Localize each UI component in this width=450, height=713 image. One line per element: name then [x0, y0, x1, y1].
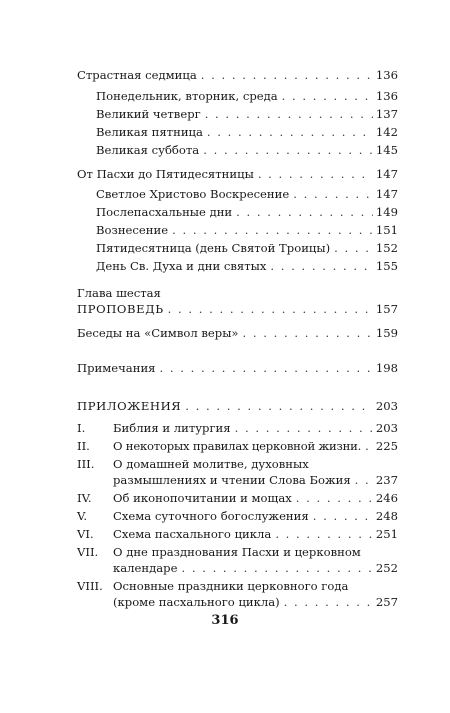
- toc-entry-friday: [96, 125, 398, 140]
- appendix-number: V.: [77, 509, 88, 523]
- entry-label-line1: О дне празднования Пасхи и церковном: [113, 545, 361, 559]
- entry-label: Великая пятница: [96, 125, 203, 139]
- toc-entry-pascha-pentecost: [77, 167, 398, 182]
- entry-label-line2: размышлениях и чтении Слова Божия: [113, 473, 351, 487]
- entry-label: Страстная седмица: [77, 68, 197, 82]
- toc-entry-sermon: [77, 302, 398, 317]
- leader-dots: [284, 595, 373, 610]
- entry-label: Схема суточного богослужения: [113, 509, 309, 523]
- entry-page: 159: [375, 326, 398, 340]
- entry-label-line2: (кроме пасхального цикла): [113, 595, 280, 609]
- entry-page: 149: [375, 205, 398, 219]
- entry-label: Об иконопочитании и мощах: [113, 491, 292, 505]
- entry-label: Вознесение: [96, 223, 169, 237]
- entry-page: 145: [375, 143, 398, 157]
- appendix-number: I.: [77, 421, 86, 435]
- appendix-item: [113, 421, 398, 436]
- leader-dots: [355, 473, 373, 488]
- entry-page: 198: [375, 361, 398, 375]
- leader-dots: [365, 439, 373, 454]
- leader-dots: [270, 259, 372, 274]
- entry-label: Библия и литургия: [113, 421, 231, 435]
- entry-page: 136: [375, 89, 398, 103]
- appendix-number: III.: [77, 457, 95, 471]
- leader-dots: [293, 187, 373, 202]
- entry-label: Примечания: [77, 361, 156, 375]
- leader-dots: [159, 361, 372, 376]
- appendix-number: VIII.: [77, 579, 103, 593]
- toc-entry-passion-week: [77, 68, 398, 83]
- chapter-heading: Глава шестая: [77, 286, 161, 300]
- leader-dots: [258, 167, 373, 182]
- leader-dots: [235, 421, 373, 436]
- entry-label-line1: О домашней молитве, духовных: [113, 457, 309, 471]
- appendix-item: [113, 509, 398, 524]
- leader-dots: [205, 107, 373, 122]
- leader-dots: [201, 68, 373, 83]
- entry-label: Пятидесятница (день Святой Троицы): [96, 241, 331, 255]
- entry-page: 248: [375, 509, 398, 523]
- appendix-item: [113, 491, 398, 506]
- leader-dots: [207, 125, 373, 140]
- page-number: 316: [211, 613, 239, 628]
- appendix-number: VII.: [77, 545, 99, 559]
- leader-dots: [185, 399, 373, 414]
- leader-dots: [168, 302, 373, 317]
- leader-dots: [172, 223, 373, 238]
- toc-entry-appendices: [77, 399, 398, 414]
- entry-page: 246: [375, 491, 398, 505]
- chapter-title: ПРОПОВЕДЬ: [77, 302, 164, 316]
- leader-dots: [334, 241, 373, 256]
- appendix-number: II.: [77, 439, 90, 453]
- entry-page: 152: [375, 241, 398, 255]
- toc-entry-thursday: [96, 107, 398, 122]
- toc-entry-mon-wed: [96, 89, 398, 104]
- leader-dots: [313, 509, 373, 524]
- entry-page: 136: [375, 68, 398, 82]
- appendix-title: ПРИЛОЖЕНИЯ: [77, 399, 182, 413]
- appendix-item: [113, 561, 398, 576]
- appendix-item: [113, 595, 398, 610]
- entry-page: 147: [375, 187, 398, 201]
- leader-dots: [243, 326, 373, 341]
- entry-label: Великий четверг: [96, 107, 201, 121]
- entry-label: От Пасхи до Пятидесятницы: [77, 167, 254, 181]
- entry-label-line1: Основные праздники церковного года: [113, 579, 349, 593]
- entry-label: Понедельник, вторник, среда: [96, 89, 278, 103]
- toc-entry-resurrection: [96, 187, 398, 202]
- toc-entry-post-pascha: [96, 205, 398, 220]
- entry-page: 155: [375, 259, 398, 273]
- entry-page: 251: [375, 527, 398, 541]
- toc-entry-notes: [77, 361, 398, 376]
- entry-label: О некоторых правилах церковной жизни.: [113, 439, 362, 453]
- entry-label: Светлое Христово Воскресение: [96, 187, 290, 201]
- entry-label: Схема пасхального цикла: [113, 527, 272, 541]
- toc-entry-ascension: [96, 223, 398, 238]
- toc-entry-saturday: [96, 143, 398, 158]
- entry-page: 203: [375, 421, 398, 435]
- entry-page: 257: [375, 595, 398, 609]
- entry-label: Беседы на «Символ веры»: [77, 326, 239, 340]
- entry-label: Послепасхальные дни: [96, 205, 233, 219]
- leader-dots: [296, 491, 373, 506]
- entry-page: 147: [375, 167, 398, 181]
- entry-page: 252: [375, 561, 398, 575]
- entry-page: 151: [375, 223, 398, 237]
- appendix-item: [113, 439, 398, 454]
- leader-dots: [203, 143, 373, 158]
- entry-label-line2: календаре: [113, 561, 178, 575]
- leader-dots: [275, 527, 373, 542]
- toc-entry-holy-spirit: [96, 259, 398, 274]
- entry-label: Великая суббота: [96, 143, 200, 157]
- entry-page: 225: [375, 439, 398, 453]
- entry-label: День Св. Духа и дни святых: [96, 259, 267, 273]
- appendix-item: [113, 473, 398, 488]
- entry-page: 142: [375, 125, 398, 139]
- leader-dots: [181, 561, 372, 576]
- appendix-item: [113, 527, 398, 542]
- leader-dots: [236, 205, 373, 220]
- entry-page: 203: [375, 399, 398, 413]
- entry-page: 157: [375, 302, 398, 316]
- entry-page: 237: [375, 473, 398, 487]
- toc-entry-creed: [77, 326, 398, 341]
- leader-dots: [282, 89, 373, 104]
- appendix-number: VI.: [77, 527, 94, 541]
- toc-entry-pentecost: [96, 241, 398, 256]
- entry-page: 137: [375, 107, 398, 121]
- appendix-number: IV.: [77, 491, 92, 505]
